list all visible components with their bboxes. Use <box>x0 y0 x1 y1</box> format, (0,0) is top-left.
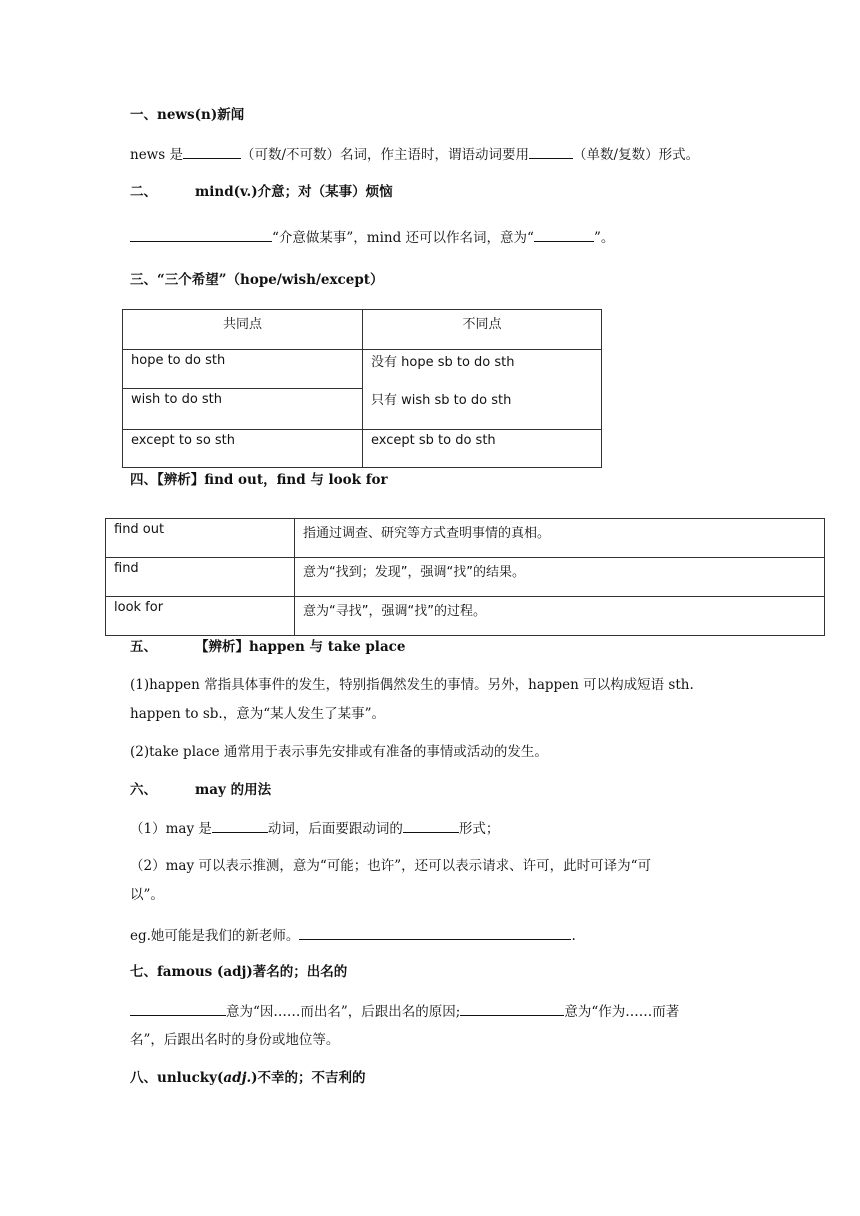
s1-text-a: news 是 <box>130 147 183 163</box>
s6-number: 六、 <box>130 782 157 798</box>
s1-text-c: （单数/复数）形式。 <box>573 147 700 163</box>
s6-line-2a: （2）may 可以表示推测，意为“可能；也许”，还可以表示请求、许可，此时可译为“可 <box>130 858 652 874</box>
s8-pos: adj. <box>223 1070 252 1086</box>
col-header-diff: 不同点 <box>363 310 602 350</box>
find-lookfor-table <box>105 518 825 636</box>
s2-title: mind(v.)介意；对（某事）烦恼 <box>195 184 393 200</box>
section-1-heading: 一、news(n)新闻 <box>130 107 245 123</box>
s6-text-c: 形式； <box>458 821 500 837</box>
s5-number: 五、 <box>130 639 157 655</box>
s6-example-period: . <box>571 928 576 944</box>
diff-hope: 没有 hope sb to do sth <box>371 355 515 370</box>
section-8-heading <box>130 1069 366 1087</box>
s6-title: may 的用法 <box>195 782 272 798</box>
s2-number: 二、 <box>130 184 157 200</box>
term-find-out: find out <box>106 519 295 558</box>
blank-famous-as[interactable] <box>460 1002 564 1016</box>
blank-mind-phrase[interactable] <box>130 228 272 242</box>
diff-wish: 只有 wish sb to do sth <box>371 393 512 408</box>
s7-text-a: 意为“因……而出名”，后跟出名的原因; <box>226 1004 461 1020</box>
section-4-heading: 四、【辨析】find out，find 与 look for <box>130 472 388 488</box>
s8-text-a: 八、unlucky( <box>130 1070 224 1086</box>
s5-title: 【辨析】happen 与 take place <box>195 639 406 655</box>
diff-merged-cell <box>363 350 602 430</box>
s6-line-2b: 以”。 <box>130 887 164 903</box>
s8-text-c: )不幸的；不吉利的 <box>251 1070 366 1086</box>
row-except: except to so sth <box>123 430 363 468</box>
section-7-heading: 七、famous (adj)著名的；出名的 <box>130 964 348 980</box>
s1-text-b: （可数/不可数）名词，作主语时，谓语动词要用 <box>240 147 530 163</box>
s5-paragraph-1b: happen to sb.，意为“某人发生了某事”。 <box>130 706 386 722</box>
s6-text-a: （1）may 是 <box>130 821 212 837</box>
s5-paragraph-2: (2)take place 通常用于表示事先安排或有准备的事情或活动的发生。 <box>130 744 548 760</box>
blank-famous-for[interactable] <box>130 1002 226 1016</box>
s6-example-text: eg.她可能是我们的新老师。 <box>130 928 300 944</box>
section-5-heading <box>130 638 406 656</box>
desc-look-for: 意为“寻找”，强调“找”的过程。 <box>295 597 825 636</box>
section-6-heading <box>130 781 271 799</box>
diff-except: except sb to do sth <box>363 430 602 468</box>
blank-countable[interactable] <box>183 145 241 159</box>
s7-text-b: 意为“作为……而著 <box>564 1004 680 1020</box>
row-wish: wish to do sth <box>123 389 363 430</box>
s6-text-b: 动词，后面要跟动词的 <box>267 821 403 837</box>
s2-text-b: ”。 <box>593 230 615 246</box>
blank-verb-number[interactable] <box>529 145 573 159</box>
s6-example <box>130 926 576 945</box>
term-find: find <box>106 558 295 597</box>
blank-verb-form[interactable] <box>403 819 459 833</box>
s5-paragraph-1a: (1)happen 常指具体事件的发生，特别指偶然发生的事情。另外，happen 可以构成短语 sth. <box>130 677 694 693</box>
s7-line-1 <box>130 1002 679 1021</box>
s6-line-1 <box>130 819 499 838</box>
blank-mind-noun[interactable] <box>534 228 594 242</box>
section-1-text <box>130 145 699 164</box>
desc-find: 意为“找到；发现”，强调“找”的结果。 <box>295 558 825 597</box>
desc-find-out: 指通过调查、研究等方式查明事情的真相。 <box>295 519 825 558</box>
blank-translation[interactable] <box>299 926 571 940</box>
section-2-heading <box>130 183 393 201</box>
term-look-for: look for <box>106 597 295 636</box>
hope-wish-except-table <box>122 309 602 468</box>
col-header-common: 共同点 <box>123 310 363 350</box>
section-3-heading: 三、“三个希望”（hope/wish/except） <box>130 272 384 288</box>
s2-text-a: “介意做某事”，mind 还可以作名词，意为“ <box>272 230 534 246</box>
s7-line-2: 名”，后跟出名时的身份或地位等。 <box>130 1032 340 1048</box>
section-2-text <box>130 228 614 247</box>
blank-modal-verb[interactable] <box>212 819 268 833</box>
row-hope: hope to do sth <box>123 350 363 389</box>
